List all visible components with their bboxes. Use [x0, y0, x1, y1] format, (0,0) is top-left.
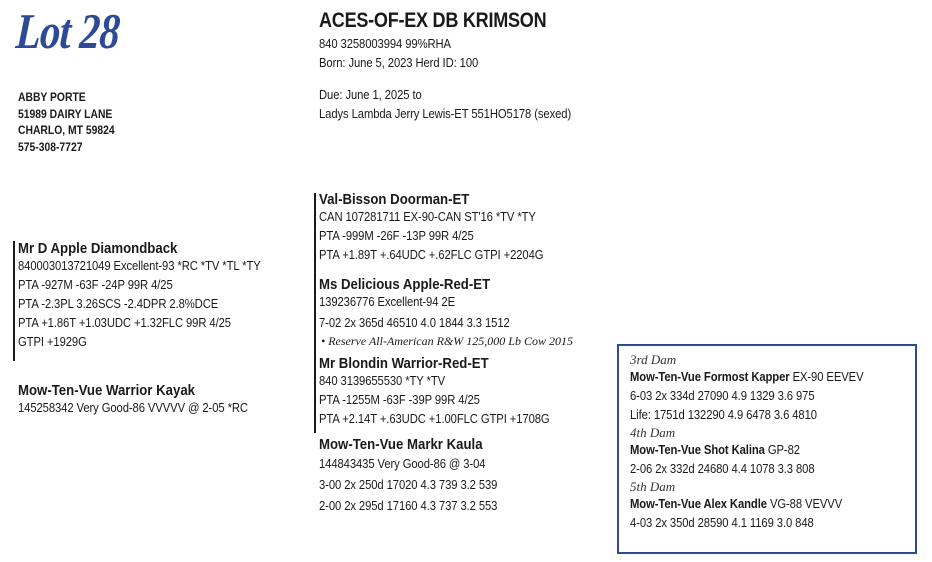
sire-bracket — [13, 241, 15, 361]
service-sire: Ladys Lambda Jerry Lewis-ET 551HO5178 (sexed) — [319, 107, 572, 121]
dam-sire-name: Mr Blondin Warrior-Red-ET — [319, 355, 489, 372]
sire-dam-line: 7-02 2x 365d 46510 4.0 1844 3.3 1512 — [319, 316, 510, 330]
animal-header — [319, 9, 599, 124]
dam-dam-line: 2-00 2x 295d 17160 4.3 737 3.2 553 — [319, 499, 498, 513]
dam-name-text: Mow-Ten-Vue Alex Kandle — [630, 497, 767, 511]
animal-id: 840 3258003994 99%RHA — [319, 37, 451, 51]
dam-lineage-box — [617, 344, 917, 554]
sire-sire-line: PTA +1.89T +.64UDC +.62FLC GTPI +2204G — [319, 248, 544, 262]
consignor-address: 51989 DAIRY LANE — [18, 108, 113, 121]
dam-record: 6-03 2x 334d 27090 4.9 1329 3.6 975 — [630, 389, 815, 403]
dam-sire-line: 840 3139655530 *TY *TV — [319, 374, 446, 388]
sire-sire-name: Val-Bisson Doorman-ET — [319, 191, 470, 208]
dam-record: Life: 1751d 132290 4.9 6478 3.6 4810 — [630, 408, 817, 422]
dam-generation-name — [630, 495, 864, 514]
dam-record: 4-03 2x 350d 28590 4.1 1169 3.0 848 — [630, 516, 814, 530]
dam-name-text: Mow-Ten-Vue Formost Kapper — [630, 370, 790, 384]
sire-block — [18, 240, 288, 352]
sire-name: Mr D Apple Diamondback — [18, 240, 178, 257]
dam-generation-label: 5th Dam — [630, 479, 676, 494]
dam-record: 2-06 2x 332d 24680 4.4 1078 3.3 808 — [630, 462, 815, 476]
sire-sire-line: CAN 107281711 EX-90-CAN ST'16 *TV *TY — [319, 210, 536, 224]
consignor-city: CHARLO, MT 59824 — [18, 125, 115, 137]
dam-generation-label: 3rd Dam — [630, 352, 677, 367]
dam-lineage-list — [630, 352, 889, 533]
sire-sire-block — [319, 191, 568, 265]
sire-line: PTA -2.3PL 3.26SCS -2.4DPR 2.8%DCE — [18, 297, 219, 311]
dam-sire-line: PTA -1255M -63F -39P 99R 4/25 — [319, 393, 480, 407]
lot-number: Lot 28 — [14, 3, 121, 59]
sire-dam-block — [319, 276, 573, 350]
sire-line: GTPI +1929G — [18, 335, 87, 349]
sire-dam-name: Ms Delicious Apple-Red-ET — [319, 276, 491, 293]
dam-line: 145258342 Very Good-86 VVVVV @ 2-05 *RC — [18, 401, 248, 415]
sire-sire-line: PTA -999M -26F -13P 99R 4/25 — [319, 229, 474, 243]
consignor-phone: 575-308-7727 — [18, 141, 83, 154]
dam-score: GP-82 — [764, 443, 800, 457]
dam-block — [18, 382, 273, 418]
dam-dam-line: 3-00 2x 250d 17020 4.3 739 3.2 539 — [319, 478, 498, 492]
sire-side-bracket — [314, 193, 316, 433]
dam-generation-name — [630, 441, 864, 460]
consignor-block — [18, 90, 125, 156]
dam-name: Mow-Ten-Vue Warrior Kayak — [18, 382, 196, 399]
dam-sire-line: PTA +2.14T +.63UDC +1.00FLC GTPI +1708G — [319, 412, 550, 426]
animal-born: Born: June 5, 2023 Herd ID: 100 — [319, 56, 479, 70]
dam-dam-line: 144843435 Very Good-86 @ 3-04 — [319, 457, 486, 471]
sire-line: PTA +1.86T +1.03UDC +1.32FLC 99R 4/25 — [18, 316, 231, 330]
dam-score: VG-88 VEVVV — [766, 497, 843, 511]
dam-sire-block — [319, 355, 575, 429]
sire-dam-line: 139236776 Excellent-94 2E — [319, 295, 455, 309]
dam-generation-label: 4th Dam — [630, 425, 676, 440]
sire-dam-note: • Reserve All-American R&W 125,000 Lb Cow 2015 — [321, 334, 573, 348]
sire-line: PTA -927M -63F -24P 99R 4/25 — [18, 278, 173, 292]
dam-name-text: Mow-Ten-Vue Shot Kalina — [630, 443, 765, 457]
dam-generation-name — [630, 368, 864, 387]
dam-dam-block — [319, 436, 517, 516]
consignor-name: ABBY PORTE — [18, 92, 86, 104]
dam-dam-name: Mow-Ten-Vue Markr Kaula — [319, 436, 483, 453]
dam-score: EX-90 EEVEV — [789, 370, 864, 384]
due-date: Due: June 1, 2025 to — [319, 88, 422, 102]
animal-name: ACES-OF-EX DB KRIMSON — [319, 9, 547, 32]
sire-line: 840003013721049 Excellent-93 *RC *TV *TL *TY — [18, 259, 261, 273]
